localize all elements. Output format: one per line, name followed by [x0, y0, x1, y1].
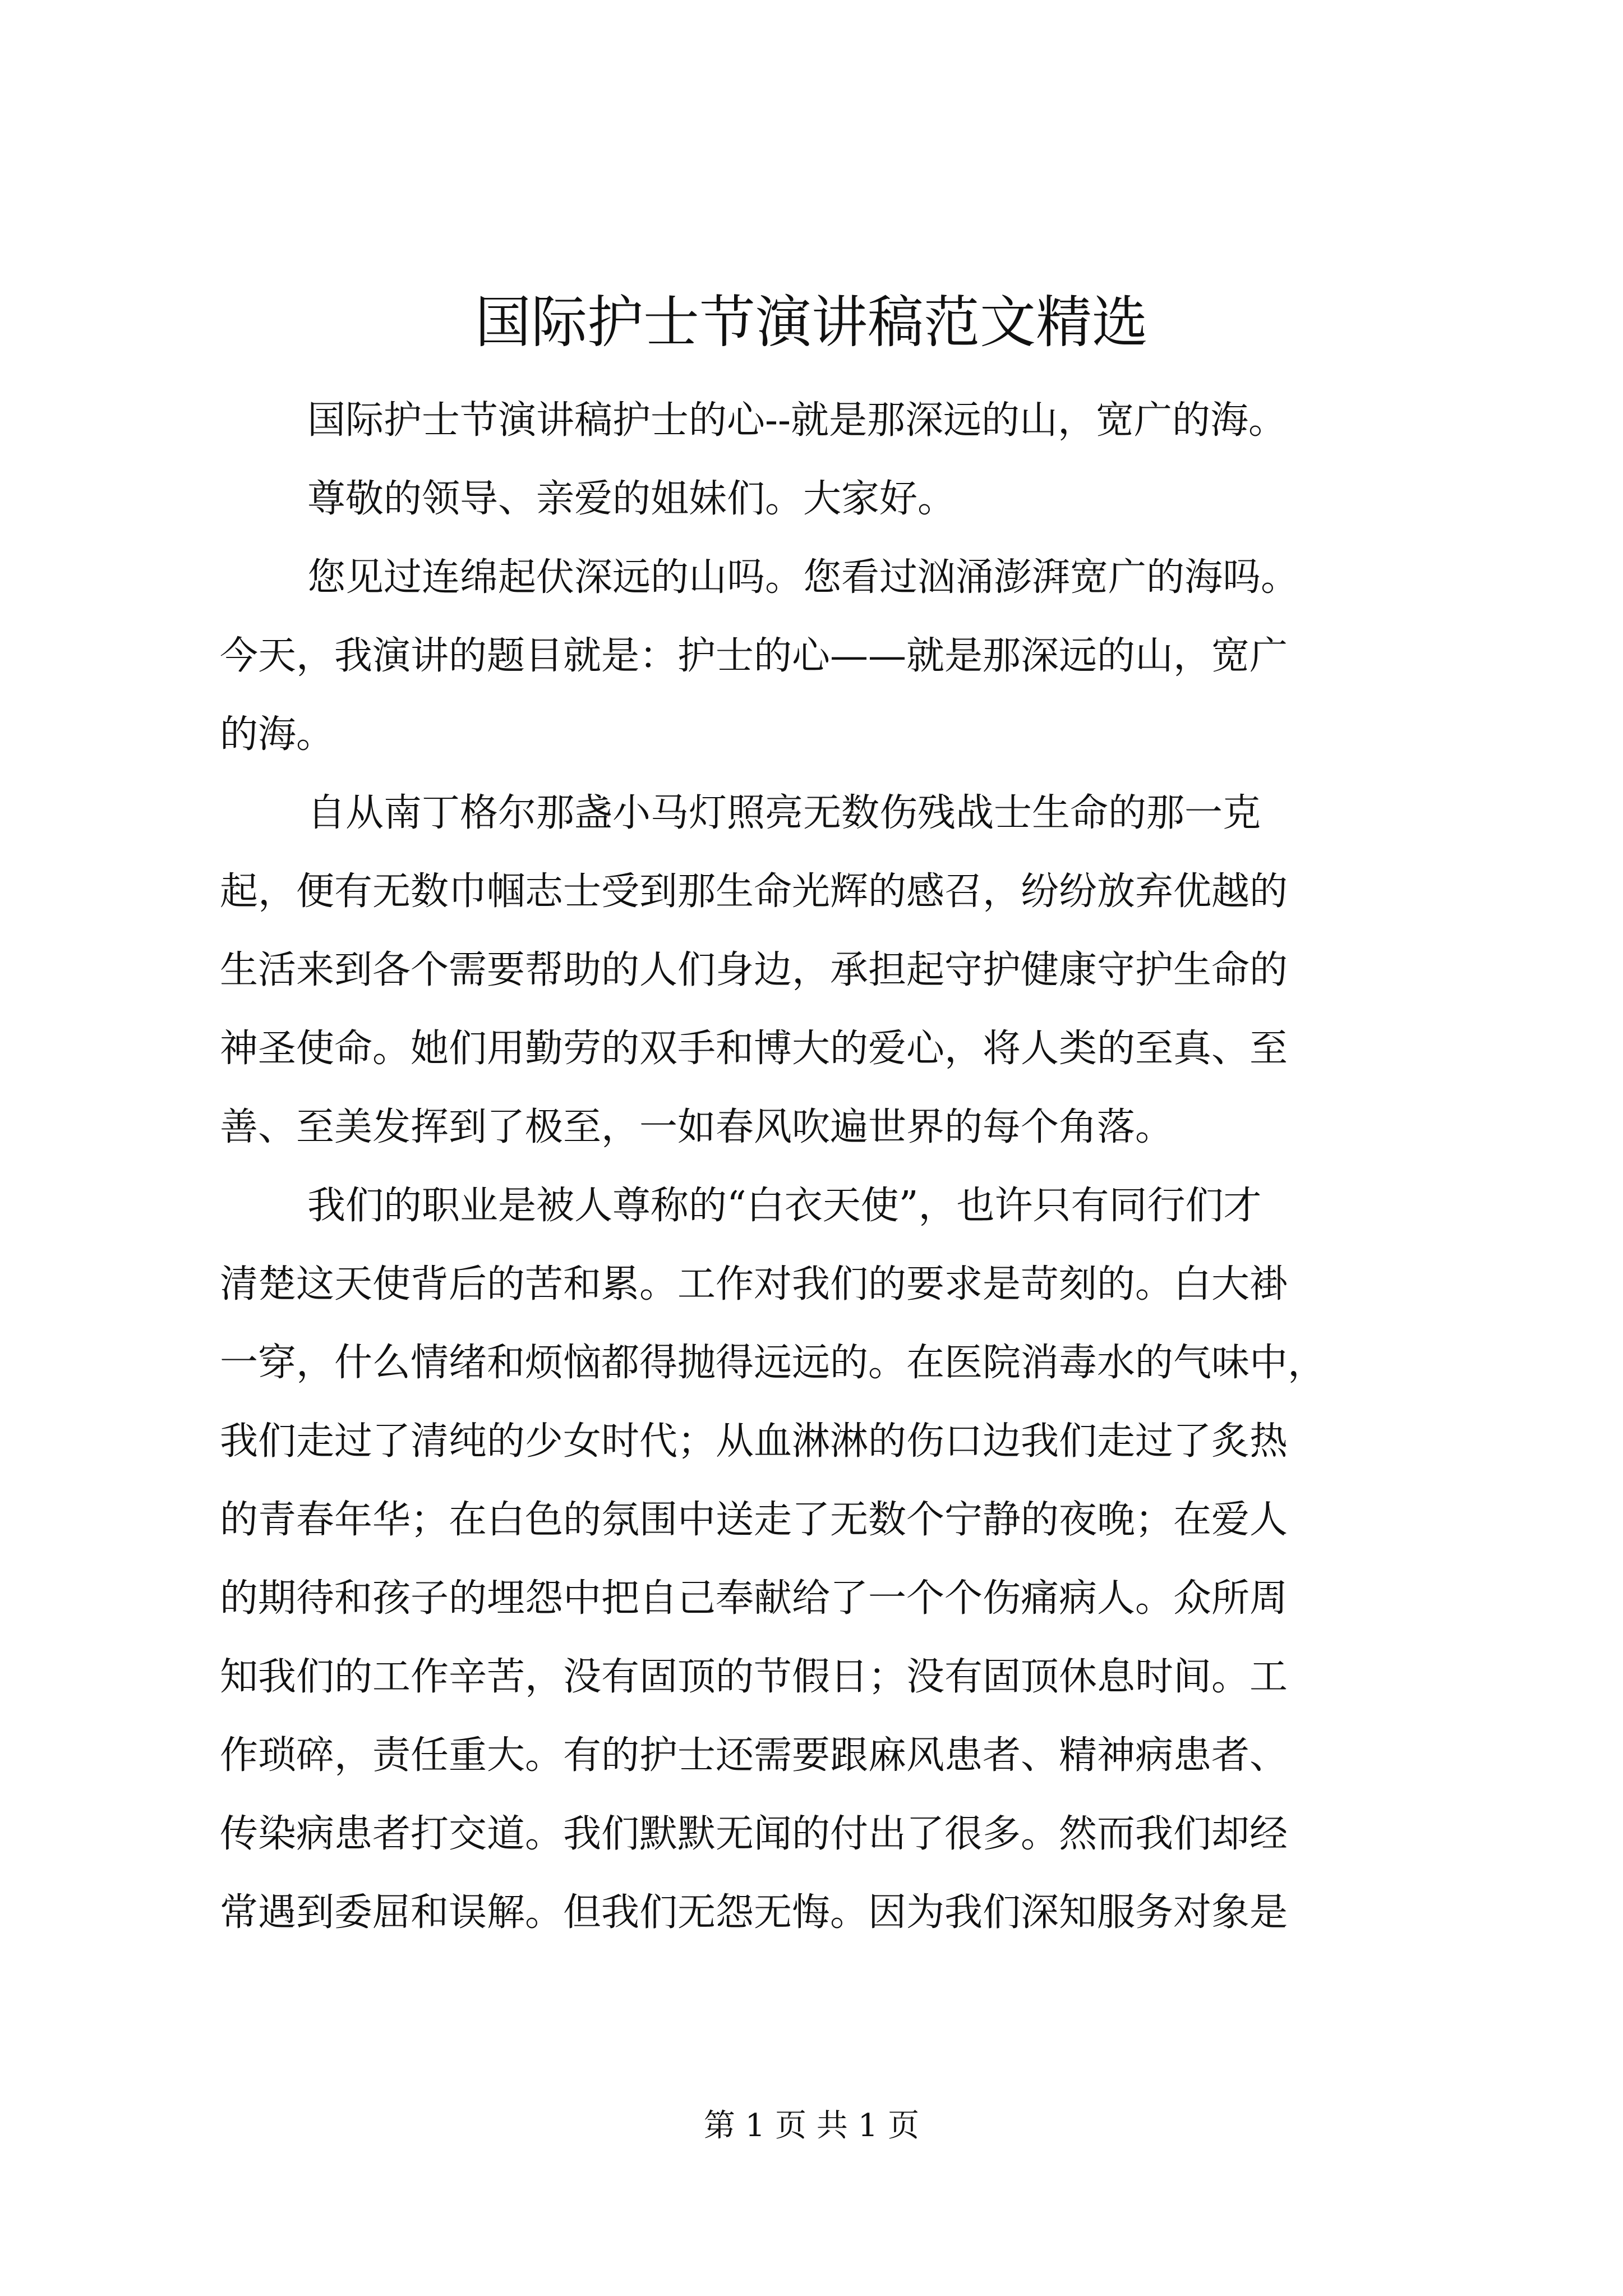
- body-line: 今天，我演讲的题目就是：护士的心——就是那深远的山，宽广: [220, 634, 1288, 678]
- body-line: 清楚这天使背后的苦和累。工作对我们的要求是苛刻的。白大褂: [220, 1262, 1288, 1306]
- body-line: 常遇到委屈和误解。但我们无怨无悔。因为我们深知服务对象是: [220, 1890, 1288, 1935]
- body-line: 我们走过了清纯的少女时代；从血淋淋的伤口边我们走过了炙热: [220, 1419, 1288, 1464]
- body-line: 的期待和孩子的埋怨中把自己奉献给了一个个伤痛病人。众所周: [220, 1576, 1288, 1621]
- body-line: 善、至美发挥到了极至，一如春风吹遍世界的每个角落。: [220, 1105, 1174, 1149]
- body-line: 生活来到各个需要帮助的人们身边，承担起守护健康守护生命的: [220, 948, 1288, 992]
- document-title: 国际护士节演讲稿范文精选: [475, 289, 1148, 355]
- page-number-footer: 第 1 页 共 1 页: [703, 2108, 920, 2144]
- body-line: 尊敬的领导、亲爱的姐妹们。大家好。: [307, 477, 956, 521]
- body-line: 国际护士节演讲稿护士的心--就是那深远的山，宽广的海。: [307, 398, 1287, 443]
- body-line: 一穿，什么情绪和烦恼都得抛得远远的。在医院消毒水的气味中，: [220, 1341, 1326, 1385]
- body-line: 神圣使命。她们用勤劳的双手和博大的爱心，将人类的至真、至: [220, 1027, 1288, 1071]
- body-line: 的海。: [220, 712, 335, 757]
- body-line: 知我们的工作辛苦，没有固顶的节假日；没有固顶休息时间。工: [220, 1655, 1288, 1699]
- body-line: 您见过连绵起伏深远的山吗。您看过汹涌澎湃宽广的海吗。: [307, 555, 1299, 600]
- body-line: 起，便有无数巾帼志士受到那生命光辉的感召，纷纷放弃优越的: [220, 869, 1288, 914]
- body-line: 作琐碎，责任重大。有的护士还需要跟麻风患者、精神病患者、: [220, 1733, 1288, 1778]
- body-line: 传染病患者打交道。我们默默无闻的付出了很多。然而我们却经: [220, 1812, 1288, 1856]
- body-line: 自从南丁格尔那盏小马灯照亮无数伤残战士生命的那一克: [307, 791, 1261, 835]
- body-line: 我们的职业是被人尊称的“白衣天使”，也许只有同行们才: [307, 1184, 1262, 1228]
- body-line: 的青春年华；在白色的氛围中送走了无数个宁静的夜晚；在爱人: [220, 1498, 1288, 1542]
